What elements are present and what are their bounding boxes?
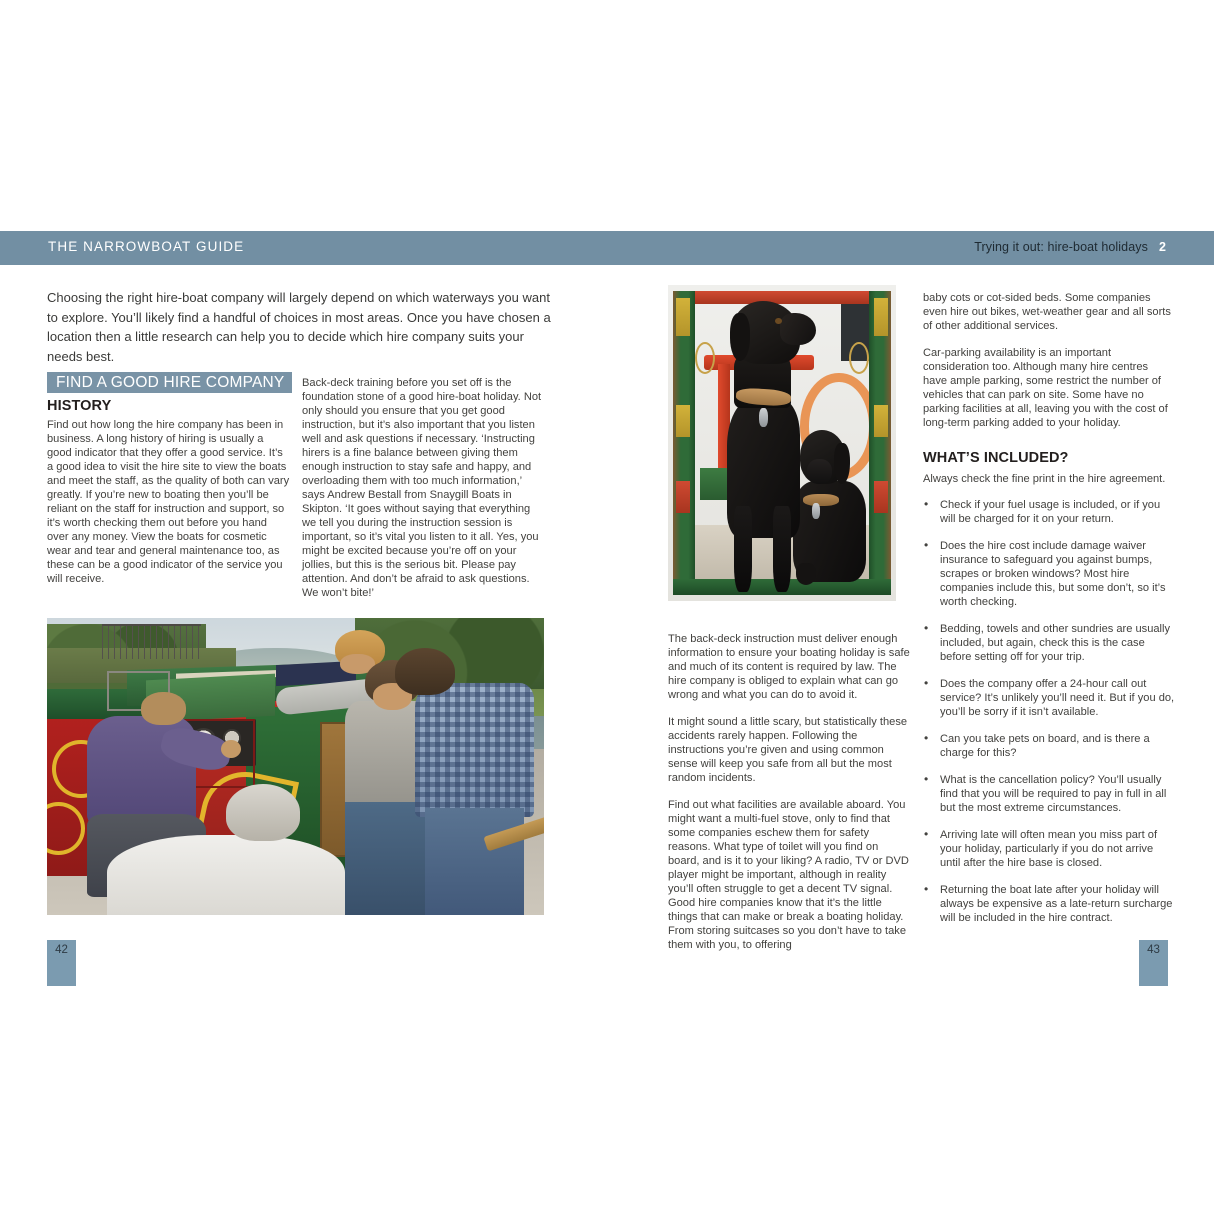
left-column-one — [47, 418, 290, 586]
history-subheading: HISTORY — [47, 398, 112, 414]
list-item: • Arriving late will often mean you miss part of your holiday, particularly if you do not arrive until after the hire base is closed. — [923, 828, 1175, 870]
paragraph: The back-deck instruction must deliver enough information to ensure your boating holiday is safe and much of its content is required by law. The hire company is obliged to explain what can go wrong and what you can do to avoid it. — [668, 633, 910, 701]
paragraph: baby cots or cot-sided beds. Some companies even hire out bikes, wet-weather gear and all sorts of other additional services. — [923, 292, 1171, 332]
photo-labradors-in-doorway — [668, 285, 896, 601]
whats-included-lead: Always check the fine print in the hire agreement. — [923, 473, 1166, 485]
list-item: • What is the cancellation policy? You’ll usually find that you will be required to pay in full in all but the most extreme circumstances. — [923, 773, 1175, 815]
page-number-chip-left — [47, 940, 76, 986]
list-item: • Does the company offer a 24-hour call out service? It’s unlikely you’ll need it. But if you do, you’ll be sorry if it isn’t available. — [923, 677, 1175, 719]
section-heading-band — [47, 372, 292, 393]
paragraph: It might sound a little scary, but statistically these accidents rarely happen. Following the instructions you’re given and using common sense will keep you safe from all but the most random incidents. — [668, 716, 908, 784]
right-page-right-column — [923, 291, 1173, 430]
photo-backdeck-instruction — [47, 618, 544, 915]
chapter-number: 2 — [1159, 240, 1166, 254]
list-item: • Bedding, towels and other sundries are usually included, but again, check this is the case before setting off for your trip. — [923, 622, 1175, 664]
left-column-two — [302, 376, 545, 600]
list-item: • Can you take pets on board, and is there a charge for this? — [923, 732, 1175, 760]
right-page-middle-column — [668, 632, 911, 952]
paragraph: Car-parking availability is an important consideration too. Although many hire centres have ample parking, some restrict the number of vehicles that can park on site. Some have no parking facilities at all, leaving you with the cost of long-term parking added to your holiday. — [923, 347, 1168, 429]
page-number-chip-right — [1139, 940, 1168, 986]
list-item: • Returning the boat late after your holiday will always be expensive as a late-return surcharge will be included in the hire contract. — [923, 883, 1175, 925]
book-title: THE NARROWBOAT GUIDE — [48, 239, 245, 254]
list-item: • Does the hire cost include damage waiver insurance to safeguard you against bumps, scrapes or broken windows? Most hire companies include this, but some don’t, so it’s worth checking. — [923, 539, 1175, 609]
paragraph: Find out how long the hire company has been in business. A long history of hiring is usually a good indicator that they offer a good service. It’s a good idea to visit the hire site to view the boats and meet the staff, as the quality of both can vary greatly. If you’re new to boating then you’ll be reliant on the staff for instruction and support, so it’s worth checking them out before you hand over any money. View the boats for cosmetic wear and tear and general maintenance too, as these can be a good indicator of the service you will receive. — [47, 419, 290, 585]
paragraph: Find out what facilities are available aboard. You might want a multi-fuel stove, only to find that some companies eschew them for safety reasons. What type of toilet will you find on board, and is it to your liking? A radio, TV or DVD player might be important, although in reality you’ll often struggle to get a decent TV signal. Good hire companies know that it’s the little things that can make or break a boating holiday. From storing suitcases so you don’t have to take them with you, to offering — [668, 799, 909, 951]
page-number-left: 42 — [55, 944, 68, 956]
list-item: • Check if your fuel usage is included, or if you will be charged for it on your return. — [923, 498, 1175, 526]
intro-paragraph: Choosing the right hire-boat company will largely depend on which waterways you want to explore. You’ll likely find a handful of choices in most areas. Once you have chosen a location then a little research can help you to decide which hire company suits your needs best. — [47, 290, 551, 364]
paragraph: Back-deck training before you set off is the foundation stone of a good hire-boat holiday. Not only should you ensure that you get good instruction, but it’s also important that you listen well and ask questions if necessary. ‘Instructing hirers is a fine balance between giving them enough instruction to stay safe and happy, and overloading them with too much information,’ says Andrew Bestall from Snaygill Boats in Skipton. ‘It goes without saying that everything we tell you during the instruction session is important, so it’s vital you listen to it all. Yes, you might be excited because you’re off on your jollies, but this is the serious bit. Please pay attention. And don’t be afraid to ask questions. We won’t bite!’ — [302, 377, 542, 599]
whats-included-heading: WHAT’S INCLUDED? — [923, 450, 1069, 466]
page-number-right: 43 — [1147, 944, 1160, 956]
section-heading-label: FIND A GOOD HIRE COMPANY — [56, 374, 285, 391]
chapter-title: Trying it out: hire-boat holidays — [974, 240, 1148, 254]
whats-included-list — [923, 498, 1175, 938]
